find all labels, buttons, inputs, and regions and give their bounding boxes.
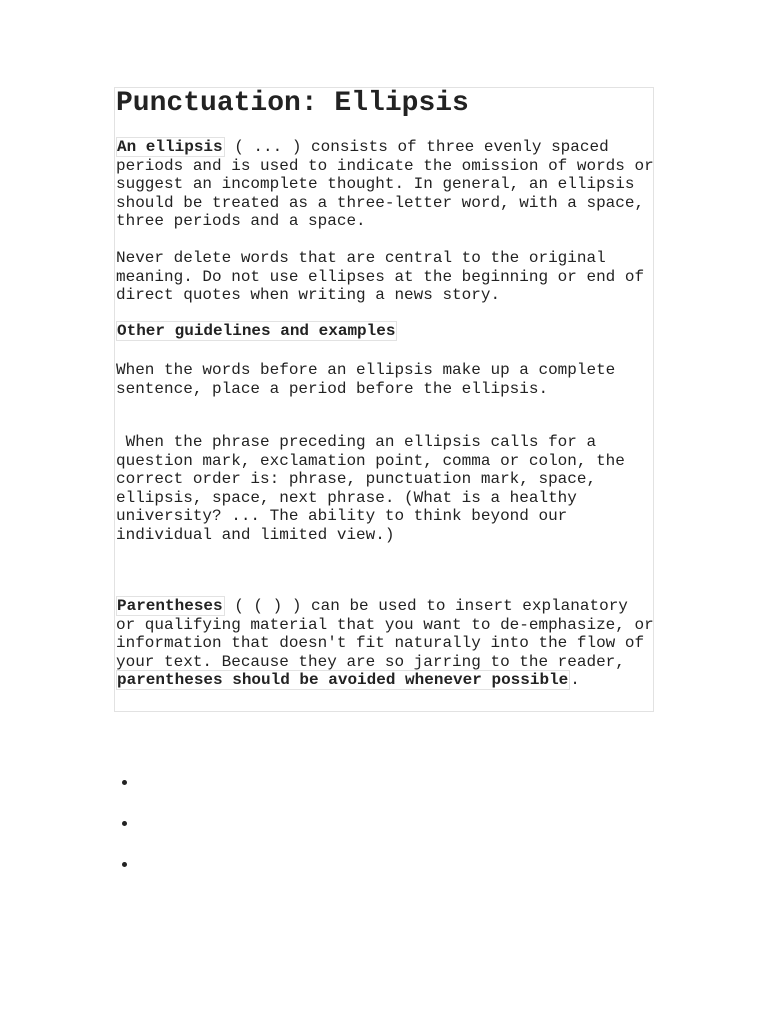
bullet-icon: [122, 821, 127, 826]
page-title: Punctuation: Ellipsis: [116, 88, 469, 119]
bullet-icon: [122, 862, 127, 867]
subheading-text: Other guidelines and examples: [117, 322, 396, 340]
term-ellipsis: An ellipsis: [117, 138, 223, 156]
paragraph-text: ( ... ) consists of three evenly spaced periods and is used to indicate the omission of words or suggest an incomplete thought. In general, an ellipsis should be treated as a three-letter word, with a space, three periods and a space.: [116, 138, 654, 231]
paragraph-parentheses: [116, 597, 654, 690]
emphasis-text: parentheses should be avoided whenever possible: [117, 671, 569, 690]
paragraph-never-delete: Never delete words that are central to the original meaning. Do not use ellipses at the beginning or end of direct quotes when writing a news story.: [116, 249, 645, 305]
paragraph-complete-sentence: When the words before an ellipsis make up a complete sentence, place a period before the ellipsis.: [116, 361, 616, 398]
paragraph-ellipsis-definition: [116, 138, 654, 231]
subheading: [116, 322, 397, 341]
paragraph-text: ( ( ) ) can be used to insert explanatory or qualifying material that you want to de-emphasize, or information that doesn't fit naturally into the flow of your text. Because they are so jarring to the reader,: [116, 597, 654, 671]
paragraph-order: When the phrase preceding an ellipsis calls for a question mark, exclamation point, comma or colon, the correct order is: phrase, punctuation mark, space, ellipsis, space, next phrase. (What is a healthy university? ... The ability to think beyond our individual and limited view.): [116, 433, 635, 544]
bullet-icon: [122, 780, 127, 785]
term-parentheses: Parentheses: [117, 597, 223, 615]
paragraph-ending: .: [570, 671, 580, 690]
